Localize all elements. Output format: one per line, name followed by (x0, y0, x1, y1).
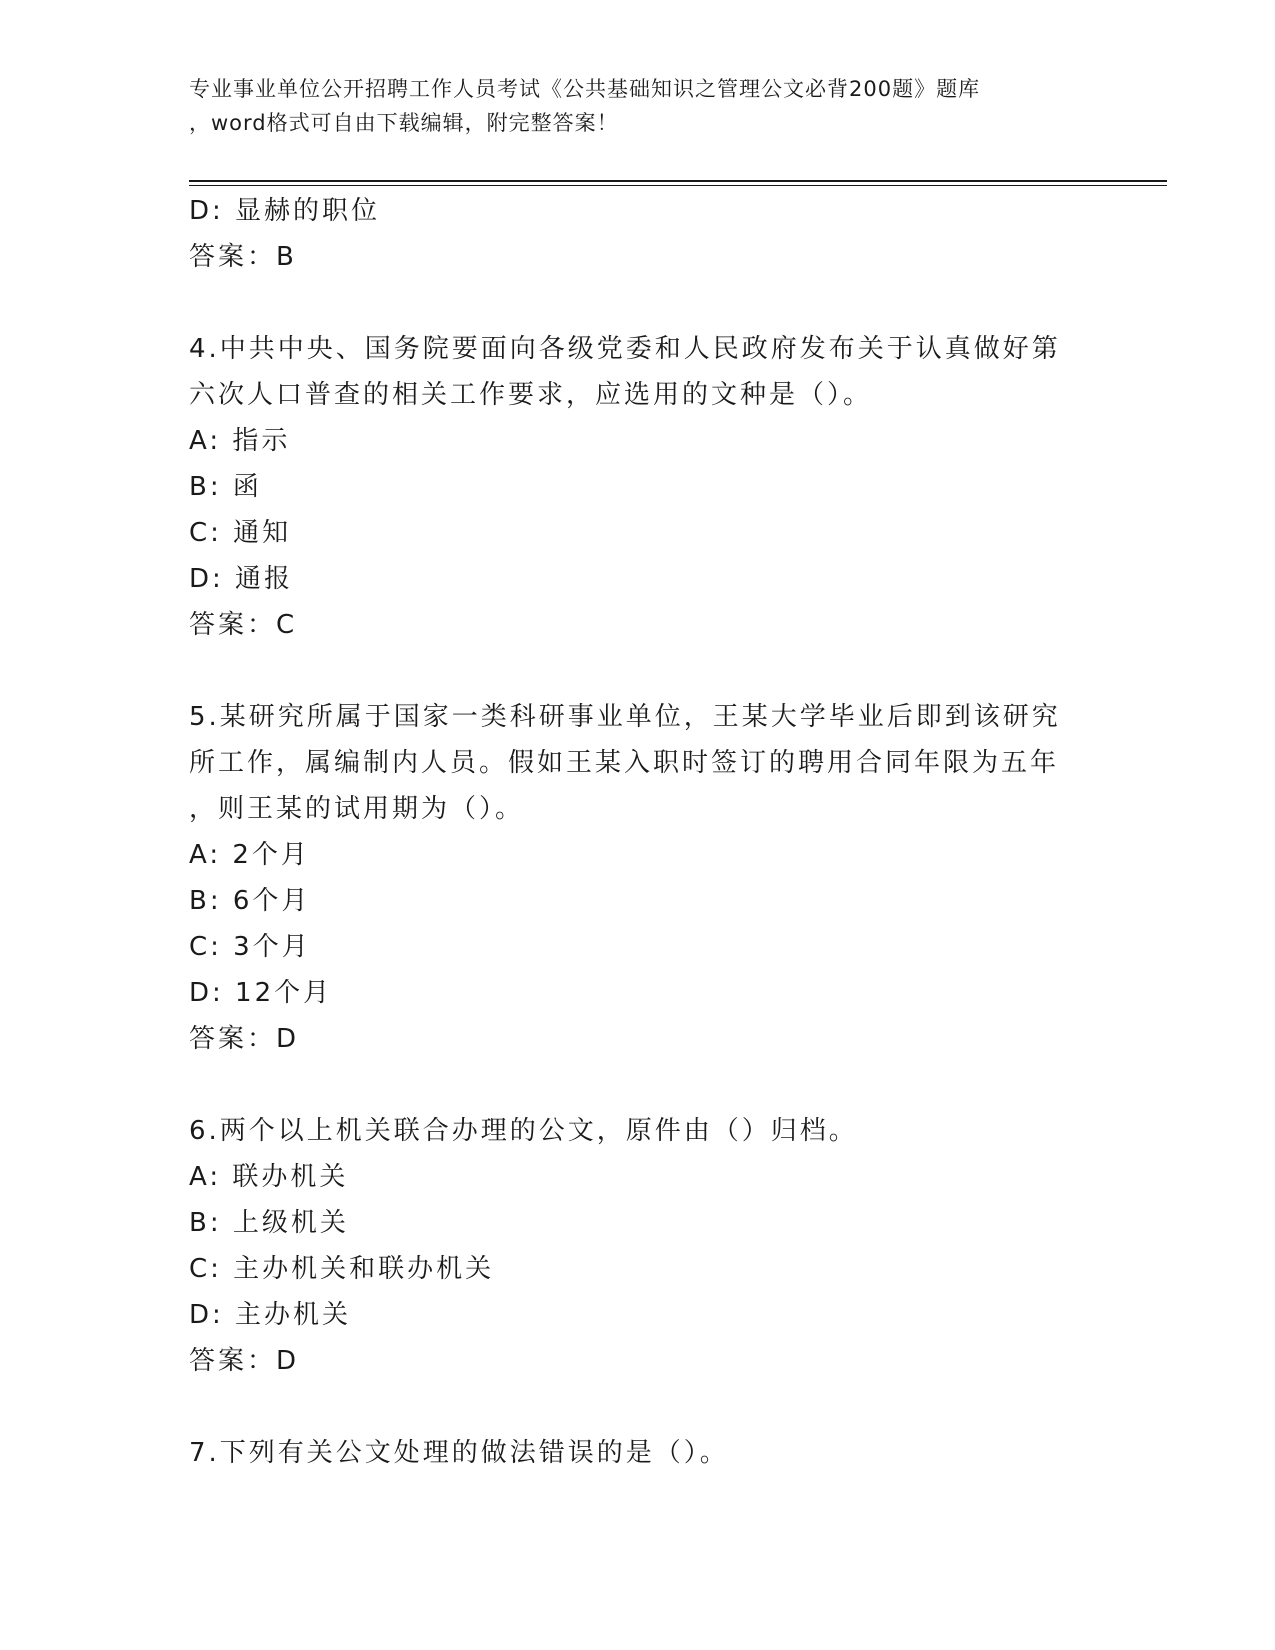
spacer (189, 1384, 1089, 1430)
option-b: B: 上级机关 (189, 1208, 349, 1238)
question-7 (189, 1430, 1089, 1476)
option-c: C: 主办机关和联办机关 (189, 1254, 495, 1284)
header-title-line-1: 专业事业单位公开招聘工作人员考试《公共基础知识之管理公文必背200题》题库 (189, 77, 981, 101)
option-a: A: 指示 (189, 426, 291, 456)
option-d: D: 通报 (189, 564, 294, 594)
option-b: B: 6个月 (189, 886, 311, 916)
option-d: D: 主办机关 (189, 1300, 352, 1330)
spacer (189, 648, 1089, 694)
question-stem: 5.某研究所属于国家一类科研事业单位，王某大学毕业后即到该研究 (189, 702, 1061, 732)
question-5 (189, 694, 1089, 1062)
answer-label: 答案：D (189, 1024, 300, 1054)
option-d: D: 显赫的职位 (189, 196, 381, 226)
option-d: D: 12个月 (189, 978, 333, 1008)
question-4 (189, 326, 1089, 648)
option-c: C: 3个月 (189, 932, 311, 962)
document-header (189, 72, 1089, 140)
header-divider-thick (189, 180, 1167, 182)
question-stem: 六次人口普查的相关工作要求，应选用的文种是（）。 (189, 380, 873, 410)
spacer (189, 1062, 1089, 1108)
option-b: B: 函 (189, 472, 262, 502)
question-stem: 7.下列有关公文处理的做法错误的是（）。 (189, 1438, 729, 1468)
question-stem: 6.两个以上机关联合办理的公文，原件由（）归档。 (189, 1116, 858, 1146)
question-list (189, 188, 1089, 1476)
question-stem: ，则王某的试用期为（）。 (189, 794, 525, 824)
header-title-line-2: ，word格式可自由下载编辑，附完整答案！ (189, 111, 619, 135)
answer-label: 答案：B (189, 242, 297, 272)
option-a: A: 联办机关 (189, 1162, 349, 1192)
answer-label: 答案：D (189, 1346, 300, 1376)
spacer (189, 280, 1089, 326)
question-stem: 所工作，属编制内人员。假如王某入职时签订的聘用合同年限为五年 (189, 748, 1060, 778)
option-c: C: 通知 (189, 518, 292, 548)
option-a: A: 2个月 (189, 840, 310, 870)
question-3-tail (189, 188, 1089, 280)
question-stem: 4.中共中央、国务院要面向各级党委和人民政府发布关于认真做好第 (189, 334, 1061, 364)
question-6 (189, 1108, 1089, 1384)
answer-label: 答案：C (189, 610, 298, 640)
header-divider-thin (189, 185, 1167, 186)
